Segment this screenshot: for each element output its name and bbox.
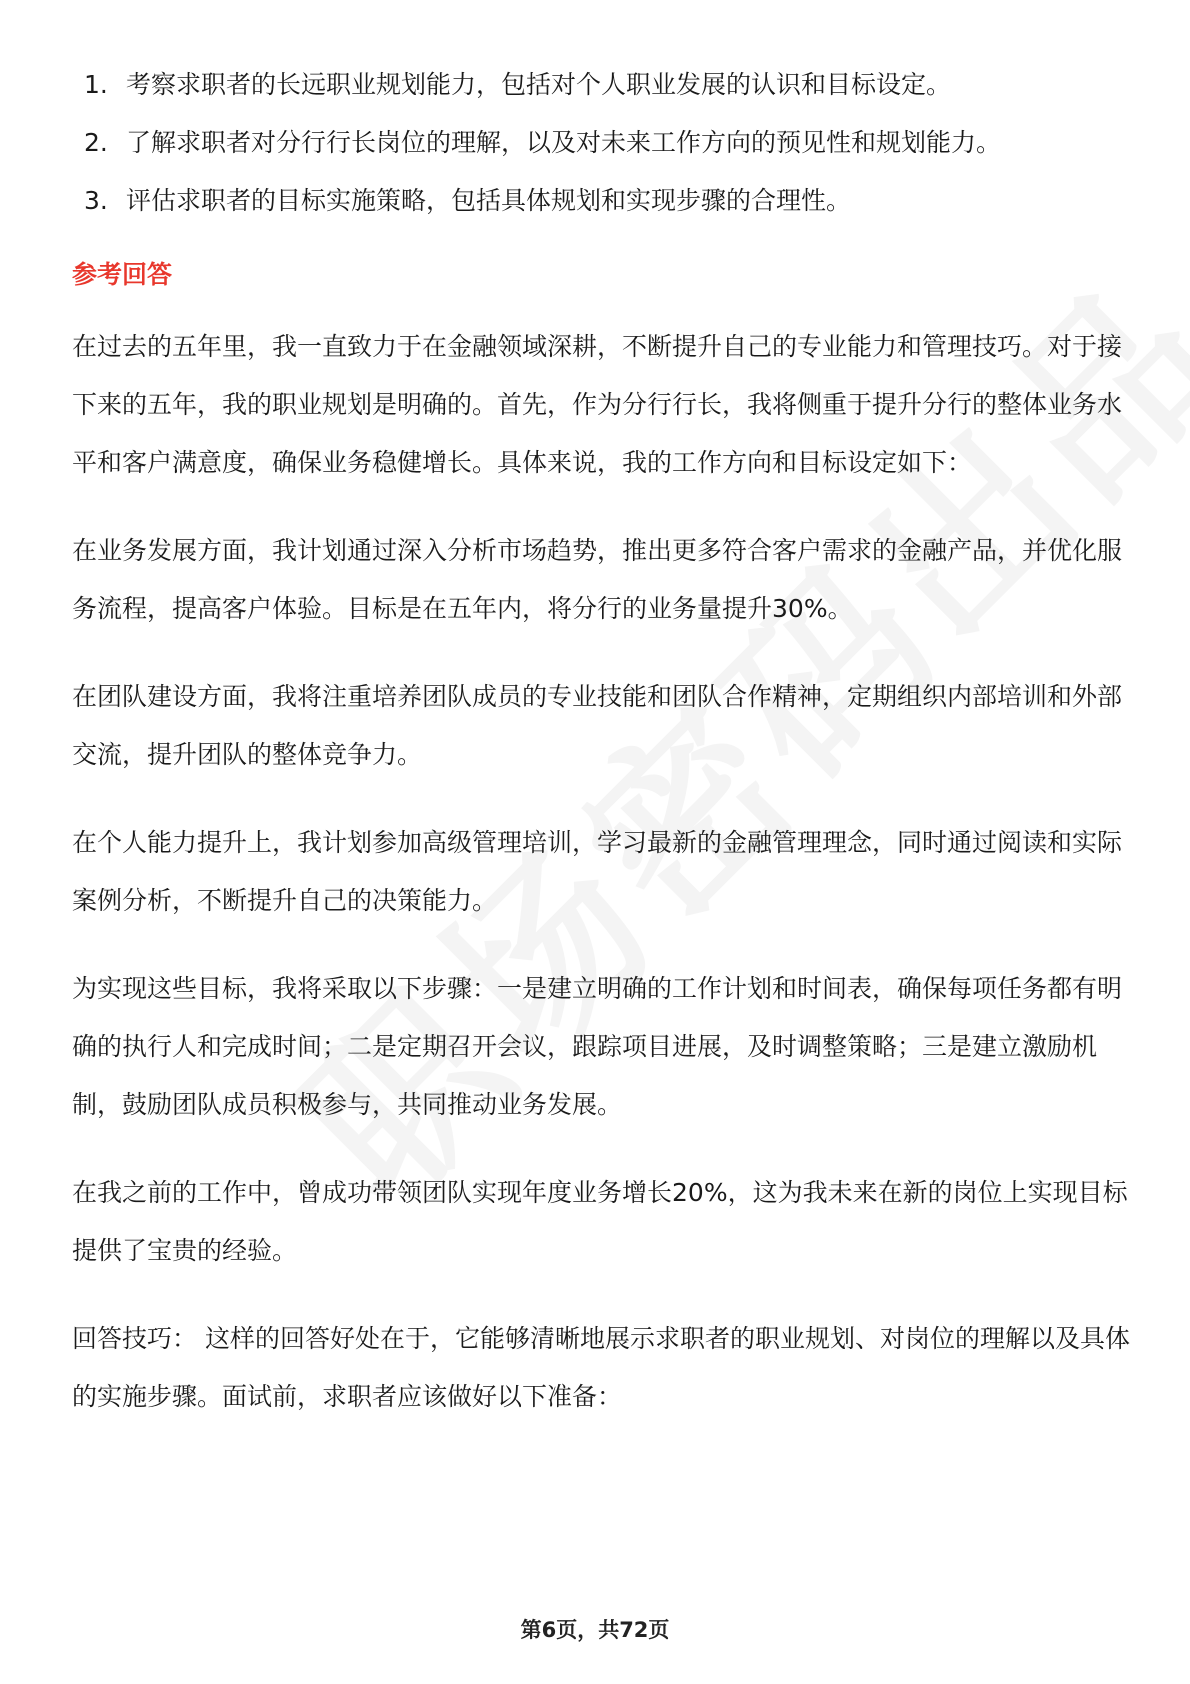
reference-answer-heading: 参考回答 [72,260,173,289]
list-item-text: 了解求职者对分行行长岗位的理解，以及对未来工作方向的预见性和规划能力。 [126,128,1002,157]
answer-tips-paragraph: 回答技巧： 这样的回答好处在于，它能够清晰地展示求职者的职业规划、对岗位的理解以及具体的实施步骤。面试前，求职者应该做好以下准备： [72,1324,1130,1411]
list-item-text: 评估求职者的目标实施策略，包括具体规划和实现步骤的合理性。 [126,186,852,215]
answer-paragraph: 在我之前的工作中，曾成功带领团队实现年度业务增长20%，这为我未来在新的岗位上实现目标提供了宝贵的经验。 [72,1178,1128,1265]
page-content [72,56,1132,1456]
list-item-number: 3. [84,186,108,215]
list-item-number: 2. [84,128,108,157]
answer-paragraph: 在业务发展方面，我计划通过深入分析市场趋势，推出更多符合客户需求的金融产品，并优化服务流程，提高客户体验。目标是在五年内，将分行的业务量提升30%。 [72,536,1123,623]
list-item [72,56,1132,114]
list-item-text: 考察求职者的长远职业规划能力，包括对个人职业发展的认识和目标设定。 [126,70,952,99]
list-item [72,172,1132,230]
page-number-footer: 第6页，共72页 [520,1618,670,1642]
list-item [72,114,1066,172]
answer-paragraph: 在过去的五年里，我一直致力于在金融领域深耕，不断提升自己的专业能力和管理技巧。对于接下来的五年，我的职业规划是明确的。首先，作为分行行长，我将侧重于提升分行的整体业务水平和客户满意度，确保业务稳健增长。具体来说，我的工作方向和目标设定如下： [72,332,1123,477]
answer-paragraph: 在团队建设方面，我将注重培养团队成员的专业技能和团队合作精神，定期组织内部培训和外部交流，提升团队的整体竞争力。 [72,682,1123,769]
list-item-number: 1. [84,70,108,99]
focus-points-list [72,56,1132,230]
answer-paragraph: 为实现这些目标，我将采取以下步骤：一是建立明确的工作计划和时间表，确保每项任务都有明确的执行人和完成时间；二是定期召开会议，跟踪项目进展，及时调整策略；三是建立激励机制，鼓励团队成员积极参与，共同推动业务发展。 [72,974,1123,1119]
answer-paragraph: 在个人能力提升上，我计划参加高级管理培训，学习最新的金融管理理念，同时通过阅读和实际案例分析，不断提升自己的决策能力。 [72,828,1123,915]
